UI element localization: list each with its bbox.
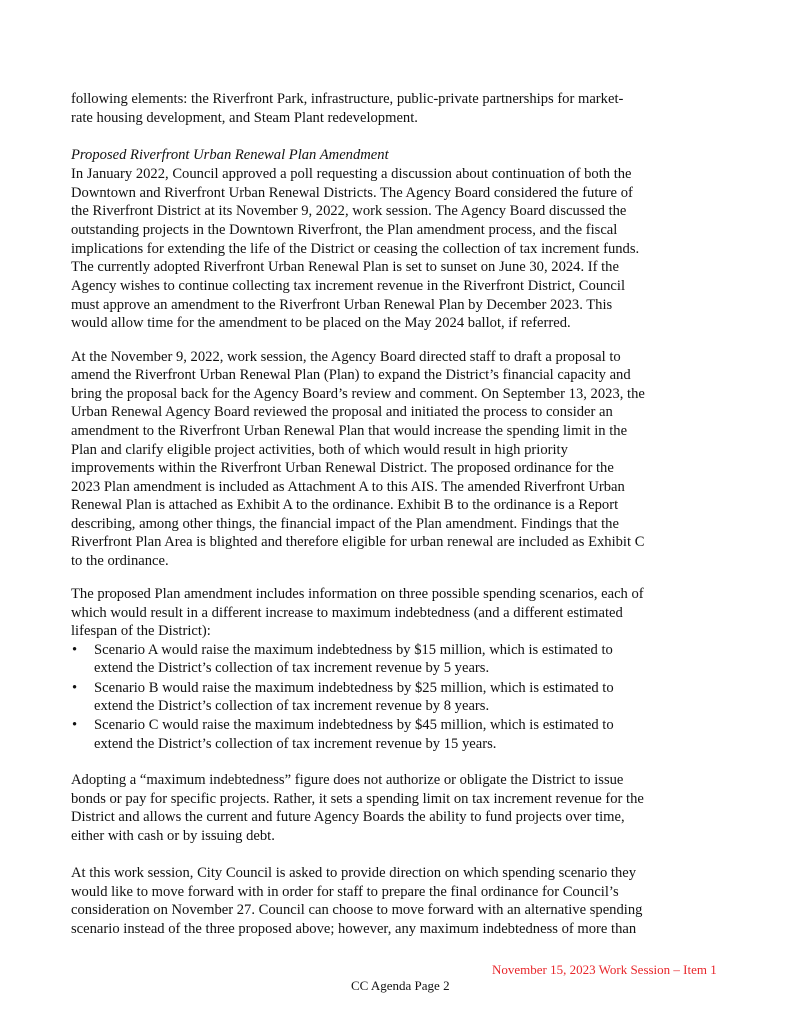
scenario-a-line-1: Scenario A would raise the maximum indebtedness by $15 million, which is estimated to bbox=[94, 642, 613, 658]
paragraph-2-line: Urban Renewal Agency Board reviewed the proposal and initiated the process to consider an bbox=[71, 404, 613, 420]
paragraph-2-line: amendment to the Riverfront Urban Renewal Plan that would increase the spending limit in the bbox=[71, 423, 628, 439]
paragraph-2-line: Plan and clarify eligible project activities, both of which would result in high priority bbox=[71, 442, 568, 458]
paragraph-5-line: scenario instead of the three proposed above; however, any maximum indebtedness of more than bbox=[71, 921, 637, 937]
paragraph-2-line: improvements within the Riverfront Urban Renewal District. The proposed ordinance for the bbox=[71, 460, 614, 476]
intro-line: rate housing development, and Steam Plant redevelopment. bbox=[71, 110, 418, 126]
paragraph-1-line: The currently adopted Riverfront Urban Renewal Plan is set to sunset on June 30, 2024. If the bbox=[71, 259, 619, 275]
paragraph-3-line: The proposed Plan amendment includes information on three possible spending scenarios, each of bbox=[71, 586, 644, 602]
paragraph-1-line: the Riverfront District at its November 9, 2022, work session. The Agency Board discussed the bbox=[71, 203, 627, 219]
paragraph-1-line: would allow time for the amendment to be placed on the May 2024 ballot, if referred. bbox=[71, 315, 571, 331]
paragraph-1-line: Agency wishes to continue collecting tax increment revenue in the Riverfront District, Council bbox=[71, 278, 625, 294]
bullet-icon: • bbox=[72, 717, 78, 733]
paragraph-2-line: describing, among other things, the financial impact of the Plan amendment. Findings that the bbox=[71, 516, 619, 532]
paragraph-2-line: amend the Riverfront Urban Renewal Plan (Plan) to expand the District’s financial capacity and bbox=[71, 367, 631, 383]
page-number-label: CC Agenda Page 2 bbox=[351, 978, 450, 993]
paragraph-2-line: 2023 Plan amendment is included as Attachment A to this AIS. The amended Riverfront Urban bbox=[71, 479, 625, 495]
paragraph-4-line: Adopting a “maximum indebtedness” figure does not authorize or obligate the District to issue bbox=[71, 772, 624, 788]
paragraph-4-line: bonds or pay for specific projects. Rather, it sets a spending limit on tax increment revenue for the bbox=[71, 791, 644, 807]
paragraph-3-line: lifespan of the District): bbox=[71, 623, 211, 639]
paragraph-2-line: Renewal Plan is attached as Exhibit A to the ordinance. Exhibit B to the ordinance is a Report bbox=[71, 497, 619, 513]
paragraph-5-line: consideration on November 27. Council can choose to move forward with an alternative spending bbox=[71, 902, 643, 918]
paragraph-2-line: to the ordinance. bbox=[71, 553, 169, 569]
paragraph-1-line: Downtown and Riverfront Urban Renewal Districts. The Agency Board considered the future of bbox=[71, 185, 633, 201]
paragraph-2-line: Riverfront Plan Area is blighted and therefore eligible for urban renewal are included as Exhibit C bbox=[71, 534, 645, 550]
paragraph-5-line: would like to move forward with in order for staff to prepare the final ordinance for Council’s bbox=[71, 884, 619, 900]
bullet-icon: • bbox=[72, 642, 78, 658]
paragraph-1-line: implications for extending the life of the District or ceasing the collection of tax increment funds. bbox=[71, 241, 640, 257]
scenario-a-line-2: extend the District’s collection of tax increment revenue by 5 years. bbox=[94, 660, 490, 676]
scenario-b-line-2: extend the District’s collection of tax increment revenue by 8 years. bbox=[94, 698, 490, 714]
paragraph-1-line: In January 2022, Council approved a poll requesting a discussion about continuation of both the bbox=[71, 166, 632, 182]
paragraph-4-line: District and allows the current and future Agency Boards the ability to fund projects over time, bbox=[71, 809, 625, 825]
paragraph-3-line: which would result in a different increase to maximum indebtedness (and a different estimated bbox=[71, 605, 623, 621]
work-session-label: November 15, 2023 Work Session – Item 1 bbox=[492, 962, 717, 977]
paragraph-4-line: either with cash or by issuing debt. bbox=[71, 828, 275, 844]
scenario-c-line-2: extend the District’s collection of tax increment revenue by 15 years. bbox=[94, 736, 497, 752]
paragraph-2-line: At the November 9, 2022, work session, the Agency Board directed staff to draft a proposal to bbox=[71, 349, 621, 365]
intro-line: following elements: the Riverfront Park, infrastructure, public-private partnerships for market- bbox=[71, 91, 624, 107]
paragraph-1-line: must approve an amendment to the Riverfront Urban Renewal Plan by December 2023. This bbox=[71, 297, 613, 313]
bullet-icon: • bbox=[72, 680, 78, 696]
paragraph-2-line: bring the proposal back for the Agency Board’s review and comment. On September 13, 2023, the bbox=[71, 386, 645, 402]
paragraph-1-line: outstanding projects in the Downtown Riverfront, the Plan amendment process, and the fiscal bbox=[71, 222, 618, 238]
scenario-b-line-1: Scenario B would raise the maximum indebtedness by $25 million, which is estimated to bbox=[94, 680, 614, 696]
scenario-c-line-1: Scenario C would raise the maximum indebtedness by $45 million, which is estimated to bbox=[94, 717, 614, 733]
paragraph-5-line: At this work session, City Council is asked to provide direction on which spending scenario they bbox=[71, 865, 637, 881]
section-heading: Proposed Riverfront Urban Renewal Plan Amendment bbox=[71, 147, 389, 163]
